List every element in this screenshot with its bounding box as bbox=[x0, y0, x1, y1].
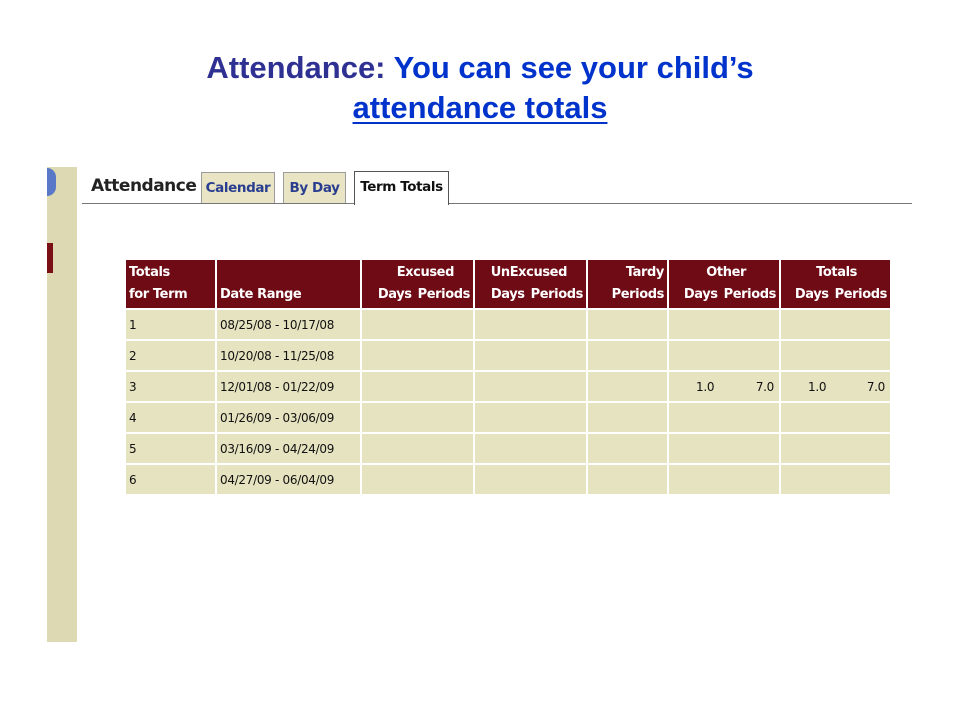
cell-date-range: 03/16/09 - 04/24/09 bbox=[216, 433, 361, 464]
cell-other bbox=[668, 371, 780, 402]
tab-by-day[interactable]: By Day bbox=[283, 172, 346, 203]
table-header-row bbox=[125, 259, 891, 309]
cell-date-range: 08/25/08 - 10/17/08 bbox=[216, 309, 361, 340]
tab-divider bbox=[82, 203, 912, 204]
cell-totals bbox=[780, 402, 891, 433]
cell-excused bbox=[361, 309, 474, 340]
cell-excused bbox=[361, 371, 474, 402]
cell-unexcused bbox=[474, 402, 587, 433]
header-unexcused bbox=[474, 259, 587, 309]
attendance-heading: Attendance bbox=[91, 176, 197, 196]
cell-tardy bbox=[587, 464, 668, 495]
cell-totals bbox=[780, 340, 891, 371]
cell-excused bbox=[361, 402, 474, 433]
cell-term: 1 bbox=[125, 309, 216, 340]
header-totals-days: Days bbox=[794, 287, 829, 302]
cell-other-periods: 7.0 bbox=[755, 379, 774, 394]
table-row bbox=[125, 371, 891, 402]
cell-term: 6 bbox=[125, 464, 216, 495]
cell-tardy bbox=[587, 402, 668, 433]
cell-term: 3 bbox=[125, 371, 216, 402]
header-unexcused-days: Days bbox=[490, 287, 525, 302]
table-row bbox=[125, 402, 891, 433]
header-excused-days: Days bbox=[377, 287, 412, 302]
tab-calendar[interactable]: Calendar bbox=[201, 172, 275, 203]
table-row bbox=[125, 309, 891, 340]
cell-term: 4 bbox=[125, 402, 216, 433]
sidebar-marker bbox=[47, 243, 53, 273]
cell-unexcused bbox=[474, 433, 587, 464]
table-row bbox=[125, 340, 891, 371]
cell-total-days: 1.0 bbox=[808, 379, 827, 394]
header-excused-periods: Periods bbox=[417, 287, 470, 302]
cell-excused bbox=[361, 433, 474, 464]
header-totals-periods: Periods bbox=[834, 287, 887, 302]
title-part-2: You can see your child’s bbox=[393, 50, 754, 85]
attendance-tabbar bbox=[82, 168, 912, 204]
cell-date-range: 12/01/08 - 01/22/09 bbox=[216, 371, 361, 402]
cell-totals bbox=[780, 371, 891, 402]
sidebar-strip bbox=[47, 167, 77, 642]
header-date-range bbox=[216, 259, 361, 309]
cell-tardy bbox=[587, 309, 668, 340]
cell-tardy bbox=[587, 340, 668, 371]
table-row bbox=[125, 464, 891, 495]
slide-title bbox=[0, 48, 960, 128]
cell-totals bbox=[780, 433, 891, 464]
cell-tardy bbox=[587, 371, 668, 402]
cell-date-range: 10/20/08 - 11/25/08 bbox=[216, 340, 361, 371]
header-term-line-1: Totals bbox=[129, 265, 170, 280]
term-totals-table bbox=[124, 258, 892, 496]
cell-unexcused bbox=[474, 340, 587, 371]
header-other-label: Other bbox=[706, 265, 746, 280]
header-tardy-label: Tardy bbox=[625, 265, 664, 280]
cell-totals bbox=[780, 309, 891, 340]
header-unexcused-periods: Periods bbox=[530, 287, 583, 302]
cell-excused bbox=[361, 464, 474, 495]
cell-date-range: 01/26/09 - 03/06/09 bbox=[216, 402, 361, 433]
cell-unexcused bbox=[474, 371, 587, 402]
header-excused bbox=[361, 259, 474, 309]
cell-tardy bbox=[587, 433, 668, 464]
header-date-range-label: Date Range bbox=[220, 287, 302, 302]
cell-unexcused bbox=[474, 309, 587, 340]
header-totals-label: Totals bbox=[816, 265, 857, 280]
cell-other bbox=[668, 433, 780, 464]
header-term-line-2: for Term bbox=[129, 287, 188, 302]
header-totals bbox=[780, 259, 891, 309]
header-other-days: Days bbox=[683, 287, 718, 302]
title-link[interactable]: attendance totals bbox=[352, 90, 608, 125]
cell-excused bbox=[361, 340, 474, 371]
header-other-periods: Periods bbox=[723, 287, 776, 302]
header-unexcused-label: UnExcused bbox=[490, 265, 567, 280]
tab-term-totals[interactable]: Term Totals bbox=[354, 171, 449, 205]
header-other bbox=[668, 259, 780, 309]
cell-other-days: 1.0 bbox=[696, 379, 715, 394]
header-tardy-periods: Periods bbox=[611, 287, 664, 302]
header-tardy bbox=[587, 259, 668, 309]
header-term bbox=[125, 259, 216, 309]
table-row bbox=[125, 433, 891, 464]
cell-other bbox=[668, 402, 780, 433]
cell-total-periods: 7.0 bbox=[866, 379, 885, 394]
cell-other bbox=[668, 464, 780, 495]
cell-totals bbox=[780, 464, 891, 495]
header-excused-label: Excused bbox=[396, 265, 454, 280]
cell-term: 5 bbox=[125, 433, 216, 464]
cell-term: 2 bbox=[125, 340, 216, 371]
cell-date-range: 04/27/09 - 06/04/09 bbox=[216, 464, 361, 495]
cell-other bbox=[668, 340, 780, 371]
cell-other bbox=[668, 309, 780, 340]
cell-unexcused bbox=[474, 464, 587, 495]
title-part-1: Attendance: bbox=[206, 50, 394, 85]
